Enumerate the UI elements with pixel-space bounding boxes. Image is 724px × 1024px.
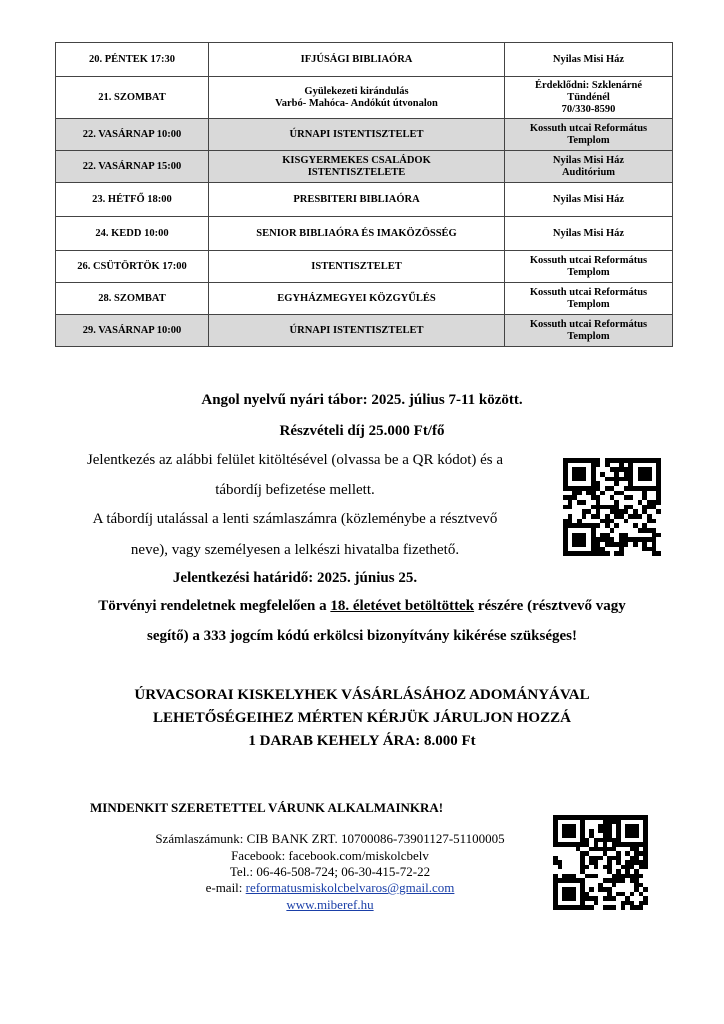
schedule-place [505,283,673,315]
schedule-row [56,217,673,251]
schedule-time: 22. VASÁRNAP 15:00 [56,151,209,183]
schedule-time: 29. VASÁRNAP 10:00 [56,315,209,347]
website-link[interactable]: www.miberef.hu [286,897,374,912]
schedule-time: 23. HÉTFŐ 18:00 [56,183,209,217]
schedule-event-line: Varbó- Mahóca- Andókút útvonalon [275,97,438,109]
schedule-row [56,43,673,77]
schedule-time: 22. VASÁRNAP 10:00 [56,119,209,151]
schedule-place-line: Nyilas Misi Ház [552,227,625,239]
schedule-place [505,43,673,77]
camp-fee: Részvételi díj 25.000 Ft/fő [279,423,445,439]
schedule-event [209,315,505,347]
payment-line-1: A tábordíj utalással a lenti számlaszámra (közleménybe a résztvevő [92,511,498,527]
schedule-event-line: ÚRNAPI ISTENTISZTELET [289,128,424,140]
schedule-place-line: Nyilas Misi Ház [552,154,625,166]
schedule-event-line: ÚRNAPI ISTENTISZTELET [289,324,424,336]
schedule-time: 21. SZOMBAT [56,77,209,119]
schedule-event [209,77,505,119]
schedule-place [505,119,673,151]
schedule-event-line: EGYHÁZMEGYEI KÖZGYŰLÉS [277,292,436,304]
email-line [60,880,600,896]
schedule-place-line: Auditórium [561,166,616,178]
payment-line-2: neve), vagy személyesen a lelkészi hivatalba fizethető. [130,542,460,558]
schedule-place-line: Templom [567,134,610,146]
phone-text: Tel.: 06-46-508-724; 06-30-415-72-22 [229,864,431,879]
schedule-row [56,151,673,183]
schedule-body [56,43,673,347]
schedule-event [209,183,505,217]
donation-line-2: LEHETŐSÉGEIHEZ MÉRTEN KÉRJÜK JÁRULJON HOZZÁ [153,710,571,726]
schedule-event [209,251,505,283]
schedule-row [56,283,673,315]
schedule-time: 24. KEDD 10:00 [56,217,209,251]
signup-line-1: Jelentkezés az alábbi felület kitöltésével (olvassa be a QR kódot) és a [86,452,504,468]
signup-deadline: Jelentkezési határidő: 2025. június 25. [172,570,418,586]
schedule-place-line: Érdeklődni: Szklenárné [534,79,643,91]
schedule-event-line: Gyülekezeti kirándulás [304,85,409,97]
schedule-row [56,315,673,347]
schedule-event-line: SENIOR BIBLIAÓRA ÉS IMAKÖZÖSSÉG [256,227,457,239]
schedule-event [209,283,505,315]
schedule-place-line: Tündénél [567,91,610,103]
signup-line-2: tábordíj befizetése mellett. [215,482,375,498]
legal-line-1 [0,596,724,616]
schedule-place-line: Templom [567,266,610,278]
account-number: Számlaszámunk: CIB BANK ZRT. 10700086-73901127-51100005 [155,831,505,846]
schedule-place-line: Templom [567,298,610,310]
schedule-place-line: Kossuth utcai Református [529,318,648,330]
schedule-event [209,217,505,251]
donation-line-1: ÚRVACSORAI KISKELYHEK VÁSÁRLÁSÁHOZ ADOMÁNYÁVAL [134,687,590,703]
legal-line-2: segítő) a 333 jogcím kódú erkölcsi bizonyítvány kikérése szükséges! [147,628,577,644]
schedule-event [209,119,505,151]
qr-code-icon [563,458,661,556]
schedule-event-line: IFJÚSÁGI BIBLIAÓRA [300,53,413,65]
qr-code-icon [553,815,648,910]
schedule-time: 28. SZOMBAT [56,283,209,315]
schedule-event-line: PRESBITERI BIBLIAÓRA [293,193,420,205]
schedule-row [56,119,673,151]
donation-line-3: 1 DARAB KEHELY ÁRA: 8.000 Ft [248,733,476,749]
schedule-event [209,43,505,77]
schedule-time: 26. CSÜTÖRTÖK 17:00 [56,251,209,283]
schedule-place [505,77,673,119]
camp-title: Angol nyelvű nyári tábor: 2025. július 7-11 között. [201,392,523,408]
legal-text-post: részére (résztvevő vagy [474,598,626,614]
schedule-place [505,217,673,251]
schedule-place-line: 70/330-8590 [561,103,616,115]
schedule-place-line: Kossuth utcai Református [529,286,648,298]
website-line [60,897,600,913]
schedule-place [505,251,673,283]
facebook-text: Facebook: facebook.com/miskolcbelv [231,848,429,863]
schedule-event [209,151,505,183]
schedule-table [55,42,673,347]
schedule-place-line: Nyilas Misi Ház [552,193,625,205]
welcome-text: MINDENKIT SZERETETTEL VÁRUNK ALKALMAINKRA! [90,800,444,815]
schedule-place-line: Nyilas Misi Ház [552,53,625,65]
legal-text-pre: Törvényi rendeletnek megfelelően a [98,598,331,614]
schedule-place-line: Templom [567,330,610,342]
schedule-event-line: ISTENTISZTELETE [307,166,406,178]
email-link[interactable]: reformatusmiskolcbelvaros@gmail.com [245,880,455,895]
schedule-place [505,183,673,217]
schedule-time: 20. PÉNTEK 17:30 [56,43,209,77]
schedule-event-line: ISTENTISZTELET [311,260,402,272]
schedule-place [505,315,673,347]
schedule-event-line: KISGYERMEKES CSALÁDOK [282,154,431,166]
schedule-place-line: Kossuth utcai Református [529,122,648,134]
schedule-place-line: Kossuth utcai Református [529,254,648,266]
schedule-place [505,151,673,183]
schedule-row [56,183,673,217]
email-label: e-mail: [205,880,246,895]
schedule-row [56,77,673,119]
schedule-row [56,251,673,283]
legal-text-underlined: 18. életévet betöltöttek [330,598,475,614]
